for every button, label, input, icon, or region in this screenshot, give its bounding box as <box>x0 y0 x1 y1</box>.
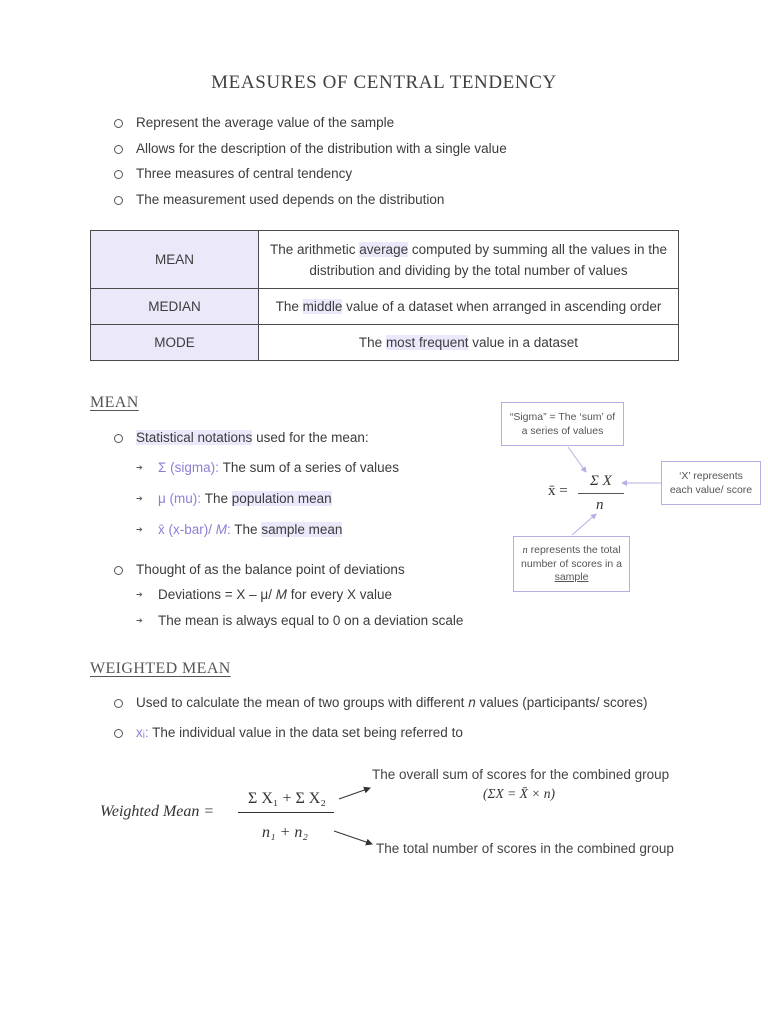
definition-text: computed by summing all the values in the distribution and dividing by the total number of values <box>309 241 667 278</box>
term-mode: MODE <box>91 325 259 361</box>
weighted-formula-numerator: Σ X₁ + Σ X₂ <box>248 790 326 807</box>
notation-sub-list <box>136 458 399 551</box>
definition-text: The arithmetic <box>270 241 360 257</box>
weighted-formula-lhs: Weighted Mean = <box>100 803 215 820</box>
weighted-formula-denominator: n₁ + n₂ <box>262 824 308 841</box>
sigma-note-box <box>501 402 624 446</box>
mean-fraction-bar <box>578 493 624 494</box>
list-item: Three measures of central tendency <box>114 164 507 190</box>
mean-formula-numerator: Σ X <box>590 473 612 489</box>
sum-arrow <box>339 788 370 799</box>
note-text: ‘X’ represents <box>679 470 743 482</box>
italic-n: n <box>468 695 476 710</box>
mean-bullet-list-2 <box>114 560 405 586</box>
list-item <box>114 693 648 723</box>
mean-formula-lhs: x̄ = <box>548 483 568 499</box>
bullet-text: values (participants/ scores) <box>475 695 648 710</box>
highlight-most-frequent: most frequent <box>385 335 469 350</box>
dev-m-label: M <box>275 587 287 602</box>
xbar-m-label: M <box>215 522 228 537</box>
section-heading-mean: MEAN <box>90 394 139 411</box>
mu-label: μ (mu): <box>158 491 202 506</box>
bullet-text: Used to calculate the mean of two groups with different <box>136 695 469 710</box>
list-item: Thought of as the balance point of deviations <box>114 560 405 586</box>
note-n-italic: n <box>522 545 528 556</box>
mean-formula-denominator: n <box>596 497 604 513</box>
note-text: each value/ score <box>669 484 753 496</box>
list-item <box>136 585 463 611</box>
table-row <box>91 325 679 361</box>
definitions-table <box>90 230 679 361</box>
mean-bullet-list <box>114 428 369 454</box>
list-item: ➔ The mean is always equal to 0 on a deviation scale <box>136 611 463 637</box>
count-arrow <box>334 831 372 844</box>
bullet-text: used for the mean: <box>252 430 369 445</box>
note-text: “Sigma” = The ‘sum’ of <box>509 411 616 423</box>
weighted-bullet-list <box>114 693 648 749</box>
list-item: The measurement used depends on the distribution <box>114 190 507 216</box>
bullet-text: The <box>230 522 262 537</box>
bullet-text: The <box>201 491 232 506</box>
term-median: MEDIAN <box>91 289 259 325</box>
page-title: MEASURES OF CENTRAL TENDENCY <box>211 72 557 93</box>
highlight-population-mean: population mean <box>231 491 332 506</box>
list-item: Represent the average value of the sample <box>114 113 507 139</box>
bullet-text: Deviations = X – μ/ <box>158 587 276 602</box>
count-annotation: The total number of scores in the combined group <box>376 841 674 856</box>
list-item: Allows for the description of the distribution with a single value <box>114 139 507 165</box>
highlight-average: average <box>359 241 409 257</box>
n-arrow <box>572 514 596 535</box>
x-note-box <box>661 461 761 505</box>
bullet-text: The sum of a series of values <box>218 460 399 475</box>
definition-text: The <box>358 335 386 350</box>
sigma-label: Σ (sigma): <box>158 460 219 475</box>
table-row <box>91 289 679 325</box>
table-row <box>91 231 679 289</box>
definition-mean <box>259 231 679 289</box>
note-text-sample: sample <box>554 571 589 583</box>
definition-median <box>259 289 679 325</box>
list-item <box>114 723 648 749</box>
xbar-label: x̄ (x-bar)/ <box>158 522 216 537</box>
section-heading-weighted-mean: WEIGHTED MEAN <box>90 660 231 677</box>
sigma-arrow <box>568 447 586 472</box>
term-mean: MEAN <box>91 231 259 289</box>
sum-annotation-formula: (ΣX = X̄ × n) <box>483 786 555 801</box>
note-text: number of scores in a <box>521 557 622 570</box>
note-text: represents the total <box>527 544 621 556</box>
n-note-box <box>513 536 630 592</box>
list-item <box>136 458 399 489</box>
highlight-middle: middle <box>302 299 343 314</box>
intro-bullet-list <box>114 113 507 215</box>
definition-text: value in a dataset <box>468 335 579 350</box>
list-item <box>136 520 399 551</box>
note-text: a series of values <box>521 425 604 437</box>
definition-text: value of a dataset when arranged in ascending order <box>342 299 662 314</box>
definition-mode <box>259 325 679 361</box>
xbar-colon: : <box>227 522 231 537</box>
deviation-sub-list <box>136 585 463 637</box>
bullet-text: for every X value <box>286 587 393 602</box>
list-item <box>114 428 369 454</box>
highlight-sample-mean: sample mean <box>261 522 343 537</box>
list-item <box>136 489 399 520</box>
highlight-statistical-notations: Statistical notations <box>136 430 253 445</box>
weighted-fraction-bar <box>238 812 334 813</box>
bullet-text: The individual value in the data set being referred to <box>148 725 463 740</box>
xi-label: xᵢ: <box>136 725 149 740</box>
sum-annotation: The overall sum of scores for the combined group <box>372 767 670 782</box>
definition-text: The <box>275 299 303 314</box>
